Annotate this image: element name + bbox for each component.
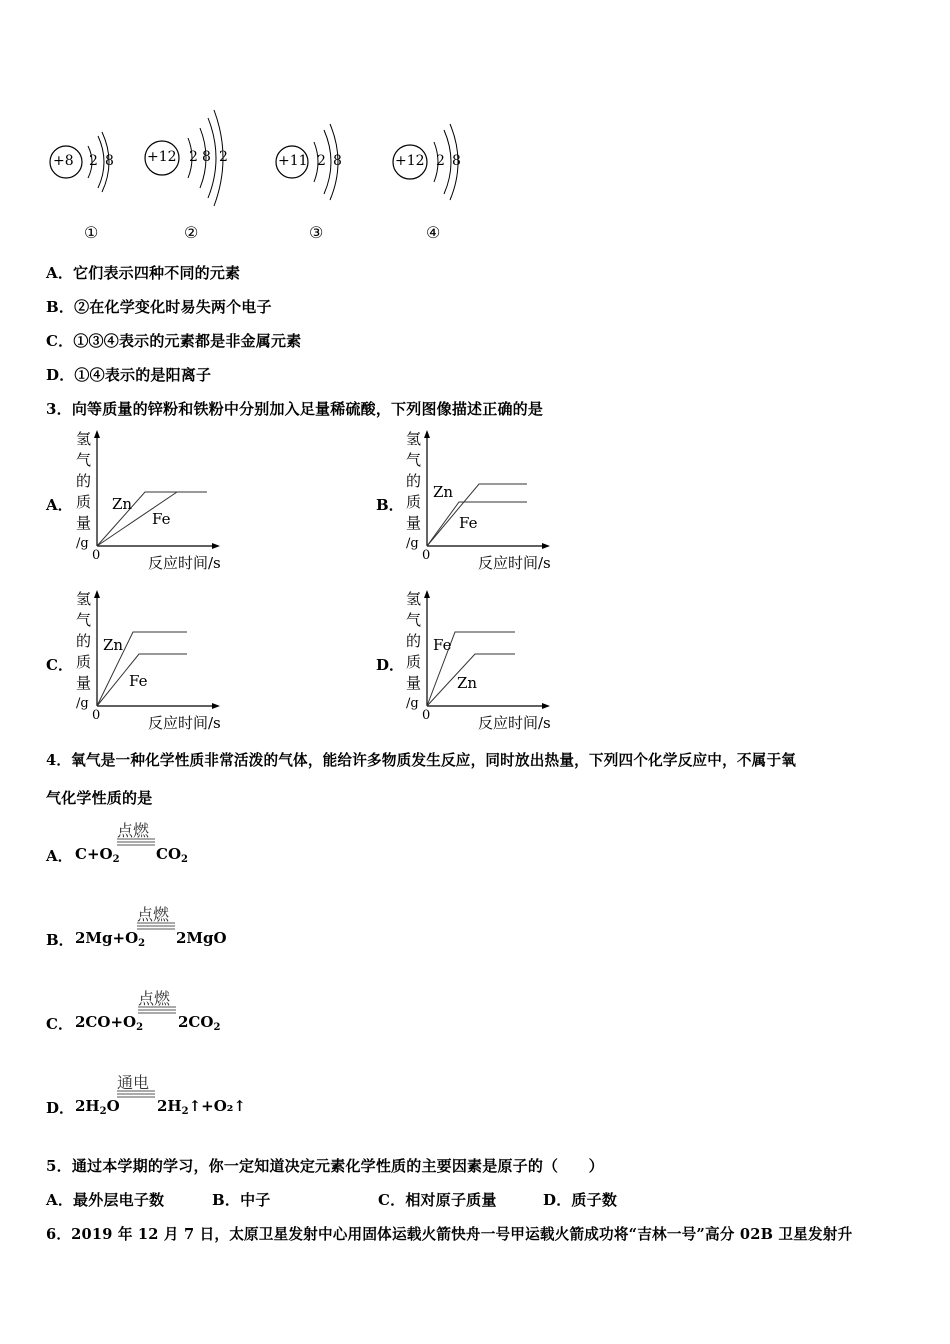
y-axis-label-char: 的 [76,632,92,650]
q3-graph-a[interactable] [46,428,246,578]
y-axis-label-char: 量 [76,514,92,532]
y-axis-label-char: 量 [406,514,422,532]
y-axis-label-char: 气 [76,611,92,629]
y-axis-label-char: 质 [76,493,92,511]
question-5-stem: 5．通过本学期的学习，你一定知道决定元素化学性质的主要因素是原子的（ ） [46,1157,604,1175]
atom-diagram-2 [142,108,252,208]
y-axis-label-char: 氢 [76,430,92,448]
y-axis-label-char: 氢 [406,590,422,608]
reaction-condition: 点燃 [117,821,150,840]
equation-left: $2CO+O_2$ [75,1013,144,1033]
option-text: 它们表示四种不同的元素 [73,264,241,282]
nucleus-charge: +11 [278,153,308,169]
question-3-stem: 3．向等质量的锌粉和铁粉中分别加入足量稀硫酸，下列图像描述正确的是 [46,400,544,418]
origin-label: 0 [422,548,431,563]
graph-plot [376,588,576,738]
reaction-condition: 通电 [117,1073,150,1092]
origin-label: 0 [422,708,431,723]
option-letter: C． [46,656,73,674]
reaction-condition: 点燃 [137,905,170,924]
y-axis-label-char: 氢 [406,430,422,448]
shell-electrons: 2 [317,153,326,169]
nucleus-charge: +12 [147,149,177,165]
option-letter: C． [46,1015,73,1033]
series-label-top: Fe [433,636,452,654]
atom-label-4: ④ [426,223,441,242]
origin-label: 0 [92,548,101,563]
option-c[interactable] [46,330,301,351]
equation-right: $2CO_2$ [178,1013,221,1033]
atom-diagram-3 [274,120,364,205]
y-axis-label-char: 量 [406,674,422,692]
y-axis-label-char: 气 [76,451,92,469]
graph-plot [376,428,576,578]
y-axis-label-char: 质 [76,653,92,671]
nucleus-charge: +8 [53,153,74,169]
shell-electrons: 8 [452,153,461,169]
atom-label-2: ② [184,223,199,242]
option-letter: B． [376,496,404,514]
option-letter: B． [46,298,75,316]
y-axis-unit: /g [76,696,89,711]
series-label-top: Zn [433,483,454,501]
shell-electrons: 8 [202,149,211,165]
option-letter: D． [46,1099,75,1117]
origin-label: 0 [92,708,101,723]
graph-plot [46,428,246,578]
y-axis-unit: /g [406,696,419,711]
y-axis-arrow [424,430,430,438]
shell-electrons: 8 [333,153,342,169]
q3-graph-b[interactable] [376,428,576,578]
q5-option-a[interactable]: A．最外层电子数 [46,1191,165,1209]
series-label-bottom: Fe [459,514,478,532]
y-axis-arrow [424,590,430,598]
equals-sign [137,922,175,930]
option-text: ①④表示的是阳离子 [74,366,212,384]
shell-electrons: 2 [436,153,445,169]
option-letter: B． [46,931,74,949]
atom-diagram-1 [48,128,138,198]
series-label-top: Zn [112,495,133,513]
x-axis-label: 反应时间/s [478,714,551,732]
option-letter: A． [46,264,74,282]
equation-left: $C+O_2$ [75,845,120,865]
x-axis-label: 反应时间/s [148,714,221,732]
y-axis-arrow [94,430,100,438]
q3-graph-d[interactable] [376,588,576,738]
shell-electrons: 2 [189,149,198,165]
equals-sign [138,1006,176,1014]
series-label-bottom: Fe [152,510,171,528]
shell-electrons: 8 [105,153,114,169]
q3-graph-c[interactable] [46,588,246,738]
q5-option-d[interactable]: D．质子数 [543,1191,618,1209]
equals-sign [117,838,155,846]
series-label-bottom: Fe [129,672,148,690]
option-letter: D． [376,656,405,674]
question-4-stem-line2: 气化学性质的是 [46,789,153,807]
equation-left: $2Mg+O_2$ [75,929,146,949]
question-6-stem: 6．2019 年 12 月 7 日，太原卫星发射中心用固体运载火箭快舟一号甲运载火箭成功将“吉林一号”高分 02B 卫星发射升 [46,1226,853,1243]
x-axis-arrow [542,543,550,549]
series-label-bottom: Zn [457,674,478,692]
option-b[interactable] [46,296,272,317]
y-axis-unit: /g [76,536,89,551]
y-axis-label-char: 量 [76,674,92,692]
x-axis-arrow [212,703,220,709]
equation-right: $2H_2↑+O_2↑$ [157,1097,246,1117]
q5-option-c[interactable]: C．相对原子质量 [378,1191,497,1209]
equals-sign [117,1090,155,1098]
y-axis-label-char: 气 [406,451,422,469]
equation-right: 2MgO [176,929,227,947]
y-axis-label-char: 的 [76,472,92,490]
reaction-condition: 点燃 [138,989,171,1008]
option-letter: A． [46,496,73,514]
q5-option-b[interactable]: B．中子 [212,1191,271,1209]
y-axis-label-char: 的 [406,472,422,490]
graph-plot [46,588,246,738]
question-4-stem-line1: 4．氧气是一种化学性质非常活泼的气体，能给许多物质发生反应，同时放出热量，下列四个化学反应中，不属于氧 [46,752,797,769]
x-axis-arrow [542,703,550,709]
x-axis-label: 反应时间/s [478,554,551,572]
option-text: ②在化学变化时易失两个电子 [74,298,272,316]
y-axis-label-char: 质 [406,493,422,511]
shell-electrons: 2 [219,149,228,165]
atom-label-3: ③ [309,223,324,242]
option-a[interactable] [46,262,240,283]
y-axis-unit: /g [406,536,419,551]
y-axis-label-char: 质 [406,653,422,671]
y-axis-arrow [94,590,100,598]
x-axis-arrow [212,543,220,549]
nucleus-charge: +12 [395,153,425,169]
shell-electrons: 2 [89,153,98,169]
option-letter: A． [46,847,73,865]
option-text: ①③④表示的元素都是非金属元素 [73,332,302,350]
option-letter: C． [46,332,74,350]
y-axis-label-char: 的 [406,632,422,650]
option-d[interactable] [46,364,211,385]
equation-right: $CO_2$ [156,845,188,865]
y-axis-label-char: 气 [406,611,422,629]
x-axis-label: 反应时间/s [148,554,221,572]
option-letter: D． [46,366,75,384]
atom-diagram-4 [392,120,482,205]
atom-label-1: ① [84,223,99,242]
equation-left: $2H_2O$ [75,1097,120,1117]
y-axis-label-char: 氢 [76,590,92,608]
series-label-top: Zn [103,636,124,654]
